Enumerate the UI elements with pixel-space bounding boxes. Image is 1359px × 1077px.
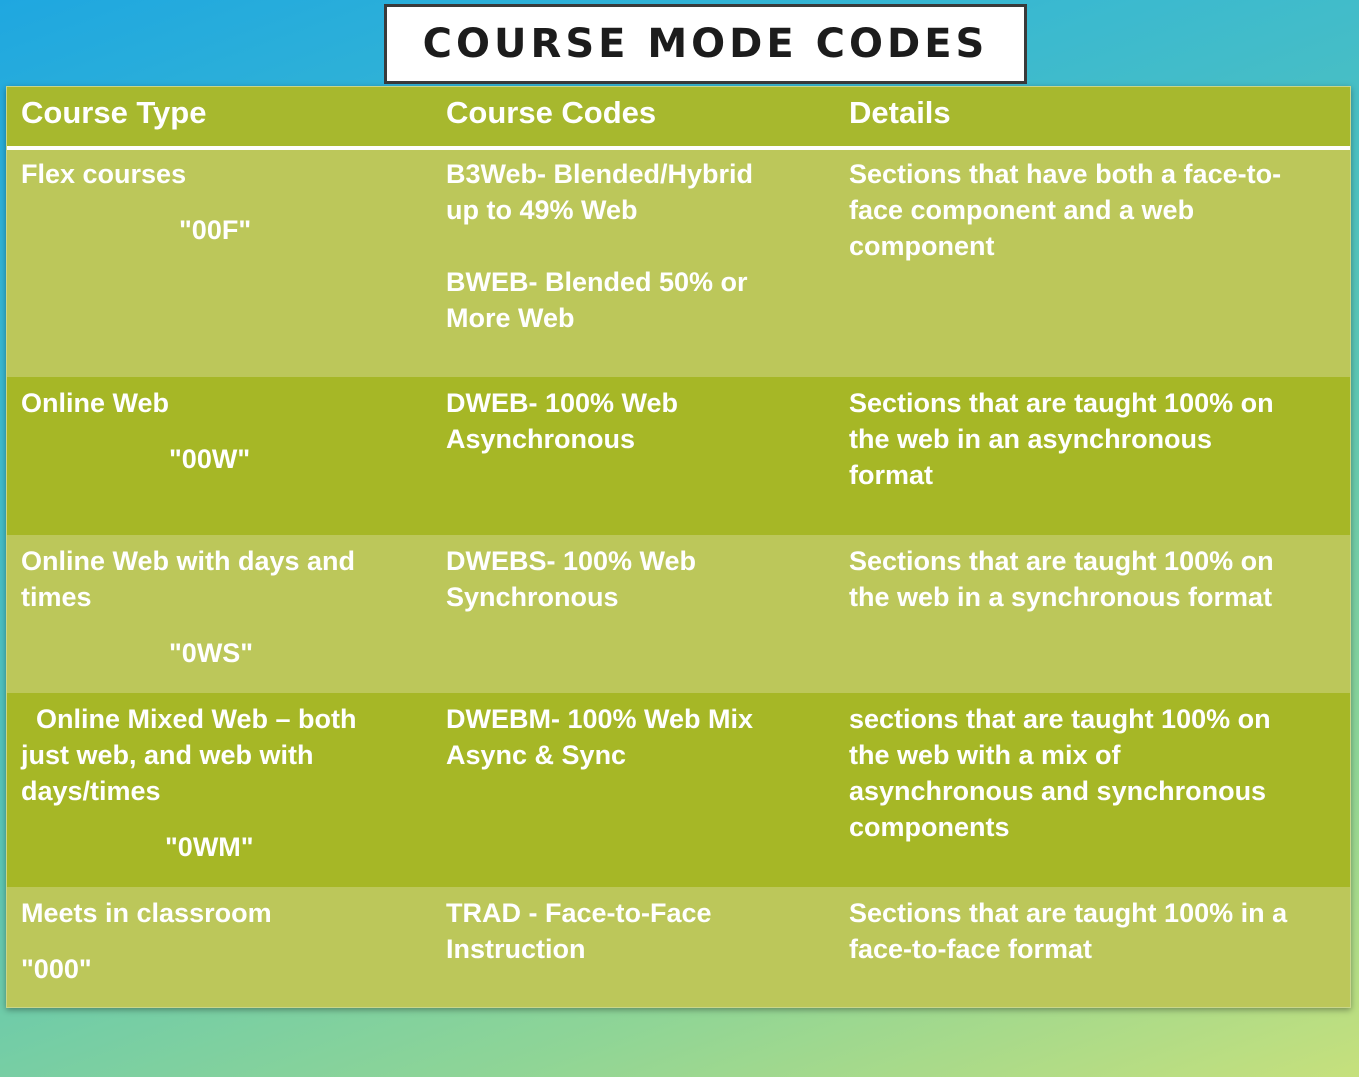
mode-code: "00F" (179, 215, 252, 245)
header-course-codes: Course Codes (446, 95, 657, 130)
details-line: Sections that are taught 100% on (849, 546, 1274, 576)
details-line: face-to-face format (849, 934, 1093, 964)
course-codes-cell (446, 887, 836, 1008)
course-type-line: Online Web (21, 388, 170, 418)
details-cell (849, 150, 1344, 377)
course-type-line: Online Mixed Web – both (21, 704, 357, 734)
header-details: Details (849, 95, 951, 130)
course-codes-line: B3Web- Blended/Hybrid (446, 159, 754, 189)
table-row (7, 150, 1350, 377)
details-cell (849, 377, 1344, 535)
details-line: component (849, 231, 995, 261)
details-line: Sections that have both a face-to- (849, 159, 1282, 189)
details-line: Sections that are taught 100% in a (849, 898, 1288, 928)
course-type-line: just web, and web with (21, 740, 314, 770)
course-codes-line: TRAD - Face-to-Face (446, 898, 712, 928)
details-line: Sections that are taught 100% on (849, 388, 1274, 418)
mode-code: "0WS" (169, 638, 254, 668)
course-type-line: Online Web with days and (21, 546, 356, 576)
details-cell (849, 887, 1344, 1008)
table-row (7, 535, 1350, 693)
header-course-type: Course Type (21, 95, 207, 130)
course-type-line: times (21, 582, 92, 612)
table-header-row (7, 87, 1350, 150)
course-codes-line: DWEB- 100% Web (446, 388, 679, 418)
course-type-cell (21, 150, 431, 377)
course-codes-line: Async & Sync (446, 740, 627, 770)
course-type-line: Flex courses (21, 159, 187, 189)
mode-code: "00W" (169, 444, 251, 474)
details-cell (849, 693, 1344, 887)
course-mode-table (6, 86, 1351, 1008)
table-row (7, 377, 1350, 535)
course-type-line: Meets in classroom (21, 898, 272, 928)
course-codes-spacer (446, 228, 836, 264)
mode-code: "0WM" (165, 832, 254, 862)
course-codes-line: DWEBS- 100% Web (446, 546, 697, 576)
table-row (7, 887, 1350, 1008)
details-line: face component and a web (849, 195, 1195, 225)
table-row (7, 693, 1350, 887)
course-type-cell (21, 535, 431, 693)
course-type-cell (21, 377, 431, 535)
mode-code: "000" (21, 954, 92, 984)
details-cell (849, 535, 1344, 693)
course-codes-cell (446, 693, 836, 887)
course-codes-line: Synchronous (446, 582, 619, 612)
details-line: format (849, 460, 934, 490)
page-title: COURSE MODE CODES (422, 21, 989, 67)
details-line: sections that are taught 100% on (849, 704, 1271, 734)
course-codes-line: BWEB- Blended 50% or (446, 267, 748, 297)
course-codes-line: Asynchronous (446, 424, 636, 454)
title-box (384, 4, 1027, 84)
course-codes-cell (446, 377, 836, 535)
course-type-cell (21, 887, 431, 1008)
course-codes-cell (446, 535, 836, 693)
details-line: the web with a mix of (849, 740, 1121, 770)
course-codes-cell (446, 150, 836, 377)
details-line: asynchronous and synchronous (849, 776, 1267, 806)
details-line: components (849, 812, 1010, 842)
course-type-line: days/times (21, 776, 161, 806)
course-codes-line: up to 49% Web (446, 195, 638, 225)
details-line: the web in a synchronous format (849, 582, 1273, 612)
course-codes-line: DWEBM- 100% Web Mix (446, 704, 754, 734)
course-type-cell (21, 693, 431, 887)
course-codes-line: More Web (446, 303, 575, 333)
details-line: the web in an asynchronous (849, 424, 1213, 454)
course-codes-line: Instruction (446, 934, 586, 964)
